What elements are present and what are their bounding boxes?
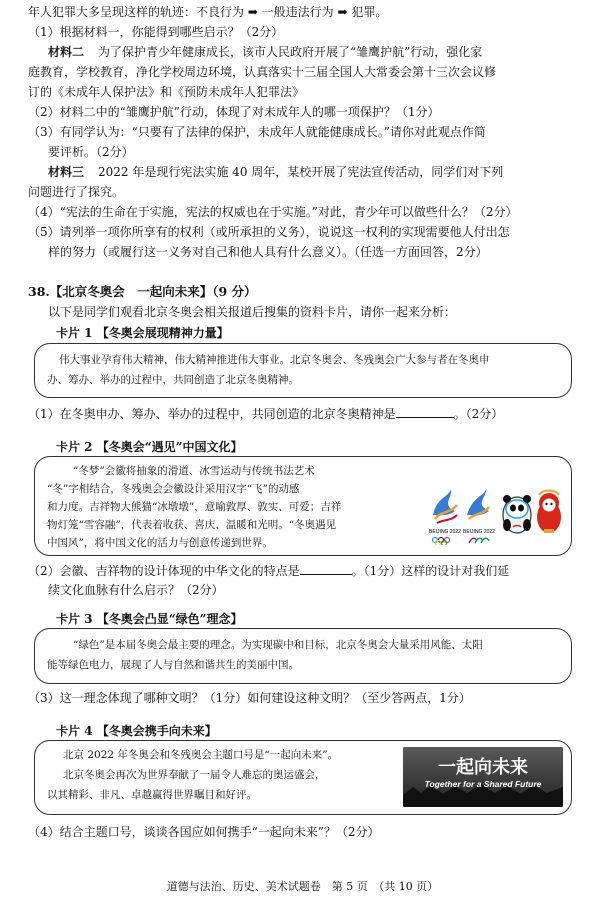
card1-box bbox=[34, 343, 572, 398]
material1-tail: 年人犯罪大多呈现这样的轨迹：不良行为 ➡ 一般违法行为 ➡ 犯罪。 bbox=[28, 5, 388, 19]
paralympic-emblem-icon bbox=[463, 487, 495, 543]
card2-line5: 中国风”，将中国文化的活力与创意传递到世界。 bbox=[47, 537, 273, 549]
question-3-line1: （3）有同学认为：“只要有了法律的保护，未成年人就能健康成长。”请你对此观点作简 bbox=[28, 125, 486, 139]
card1-question bbox=[28, 405, 588, 422]
winter-emblem-icon bbox=[429, 489, 461, 545]
material2-line2: 庭教育，学校教育，净化学校周边环境，认真落实十三届全国人大常委会第十三次会议修 bbox=[28, 65, 497, 79]
card1-question-text: （1）在冬奥申办、筹办、举办的过程中，共同创造的北京冬奥精神是 bbox=[28, 407, 396, 421]
question-1: （1）根据材料一，你能得到哪些启示？（2分） bbox=[28, 25, 284, 39]
slogan-image bbox=[403, 747, 563, 807]
card2-answer-blank[interactable] bbox=[300, 562, 352, 575]
slogan-svg bbox=[403, 747, 563, 807]
card2-line1: “冬梦”会徽将抽象的滑道、冰雪运动与传统书法艺术 bbox=[73, 465, 315, 477]
card4-line2: 北京冬奥会再次为世界奉献了一届令人难忘的奥运盛会， bbox=[63, 769, 326, 781]
card3-box bbox=[34, 628, 572, 684]
material2-text1: 为了保护青少年健康成长，该市人民政府开展了“雏鹰护航”行动，强化家 bbox=[98, 45, 483, 59]
card2-question-tail: 。（1分）这样的设计对我们延 bbox=[351, 564, 510, 578]
card1-question-tail: 。（2分） bbox=[453, 407, 504, 421]
page-footer: 道德与法治、历史、美术试题卷 第 5 页 （共 10 页） bbox=[166, 880, 439, 893]
material2-line1 bbox=[48, 44, 605, 60]
material2-line3: 订的《未成年人保护法》和《预防未成年人犯罪法》 bbox=[28, 85, 305, 99]
emblem-caption: BEIJING 2022 bbox=[429, 529, 461, 535]
card2-question-line2: 续文化血脉有什么启示？（2分） bbox=[48, 583, 224, 597]
card1-line2: 办、筹办、举办的过程中，共同创造了北京冬奥精神。 bbox=[47, 374, 299, 386]
card2-line2: “冬”字相结合，冬残奥会会徽设计采用汉字“飞”的动感 bbox=[47, 483, 300, 495]
card4-title: 卡片 4 【冬奥会携手向未来】 bbox=[56, 724, 217, 738]
emblem-mascot-image bbox=[427, 475, 563, 545]
card3-line2: 能等绿色电力，展现了人与自然和谐共生的美丽中国。 bbox=[47, 659, 299, 671]
question-38-title: 38.【北京冬奥会 一起向未来】（9 分） bbox=[28, 284, 257, 299]
card2-question-text: （2）会徽、吉祥物的设计体现的中华文化的特点是 bbox=[28, 564, 300, 578]
question-2: （2）材料二中的“雏鹰护航”行动，体现了对未成年人的哪一项保护？（1分） bbox=[28, 105, 440, 119]
material3-line1 bbox=[48, 164, 605, 180]
emblem-mascot-svg bbox=[427, 475, 563, 545]
card4-line1: 北京 2022 年冬奥会和冬残奥会主题口号是“一起向未来”。 bbox=[63, 749, 339, 761]
card2-title: 卡片 2 【冬奥会“遇见”中国文化】 bbox=[56, 440, 243, 454]
slogan-english: Together for a Shared Future bbox=[424, 779, 542, 789]
para-emblem-caption: BEIJING 2022 bbox=[463, 529, 495, 535]
card1-title: 卡片 1 【冬奥会展现精神力量】 bbox=[56, 326, 229, 340]
material3-line2: 问题进行了探究。 bbox=[28, 185, 125, 199]
material2-label: 材料二 bbox=[48, 45, 85, 59]
card3-line1: “绿色”是本届冬奥会最主要的理念。为实现碳中和目标，北京冬奥会大量采用风能、太阳 bbox=[73, 639, 483, 651]
card4-box bbox=[34, 740, 572, 815]
bing-dwen-dwen-icon bbox=[503, 495, 531, 533]
shuey-rhon-rhon-icon bbox=[537, 491, 561, 534]
card1-answer-blank[interactable] bbox=[396, 405, 454, 418]
card3-question: （3）这一理念体现了哪种文明？（1分）如何建设这种文明？（至少答两点，1分） bbox=[28, 691, 471, 705]
card2-line4: 物灯笼“雪容融”，代表着收获、喜庆、温暖和光明。“冬奥遇见 bbox=[47, 519, 337, 531]
card2-question-line1 bbox=[28, 562, 588, 579]
card2-line3: 和力度。吉祥物大熊猫“冰墩墩”，意喻敦厚、敦实、可爱；吉祥 bbox=[47, 501, 342, 513]
question-3-line2: 要评析。（2分） bbox=[48, 145, 134, 159]
material3-label: 材料三 bbox=[48, 165, 85, 179]
question-38-intro: 以下是同学们观看北京冬奥会相关报道后搜集的资料卡片，请你一起来分析： bbox=[48, 305, 457, 319]
slogan-chinese: 一起向未来 bbox=[438, 757, 528, 778]
card1-line1: 伟大事业孕育伟大精神，伟大精神推进伟大事业。北京冬奥会、冬残奥会广大参与者在冬奥申 bbox=[59, 354, 490, 366]
card3-title: 卡片 3 【冬奥会凸显“绿色”理念】 bbox=[56, 612, 243, 626]
card4-question: （4）结合主题口号，谈谈各国应如何携手“一起向未来”？（2分） bbox=[28, 825, 380, 839]
material3-text1: 2022 年是现行宪法实施 40 周年，某校开展了宪法宣传活动，同学们对下列 bbox=[98, 165, 504, 179]
question-5-line1: （5）请列举一项你所享有的权利（或所承担的义务），说说这一权利的实现需要他人付出怎 bbox=[28, 225, 510, 239]
question-4: （4）“宪法的生命在于实施，宪法的权威也在于实施。”对此，青少年可以做些什么？（2分） bbox=[28, 205, 518, 219]
question-5-line2: 样的努力（或履行这一义务对自己和他人具有什么意义）。（任选一方面回答，2分） bbox=[48, 245, 488, 259]
card2-box bbox=[34, 456, 572, 556]
card4-line3: 以其精彩、非凡、卓越赢得世界瞩目和好评。 bbox=[47, 789, 257, 801]
